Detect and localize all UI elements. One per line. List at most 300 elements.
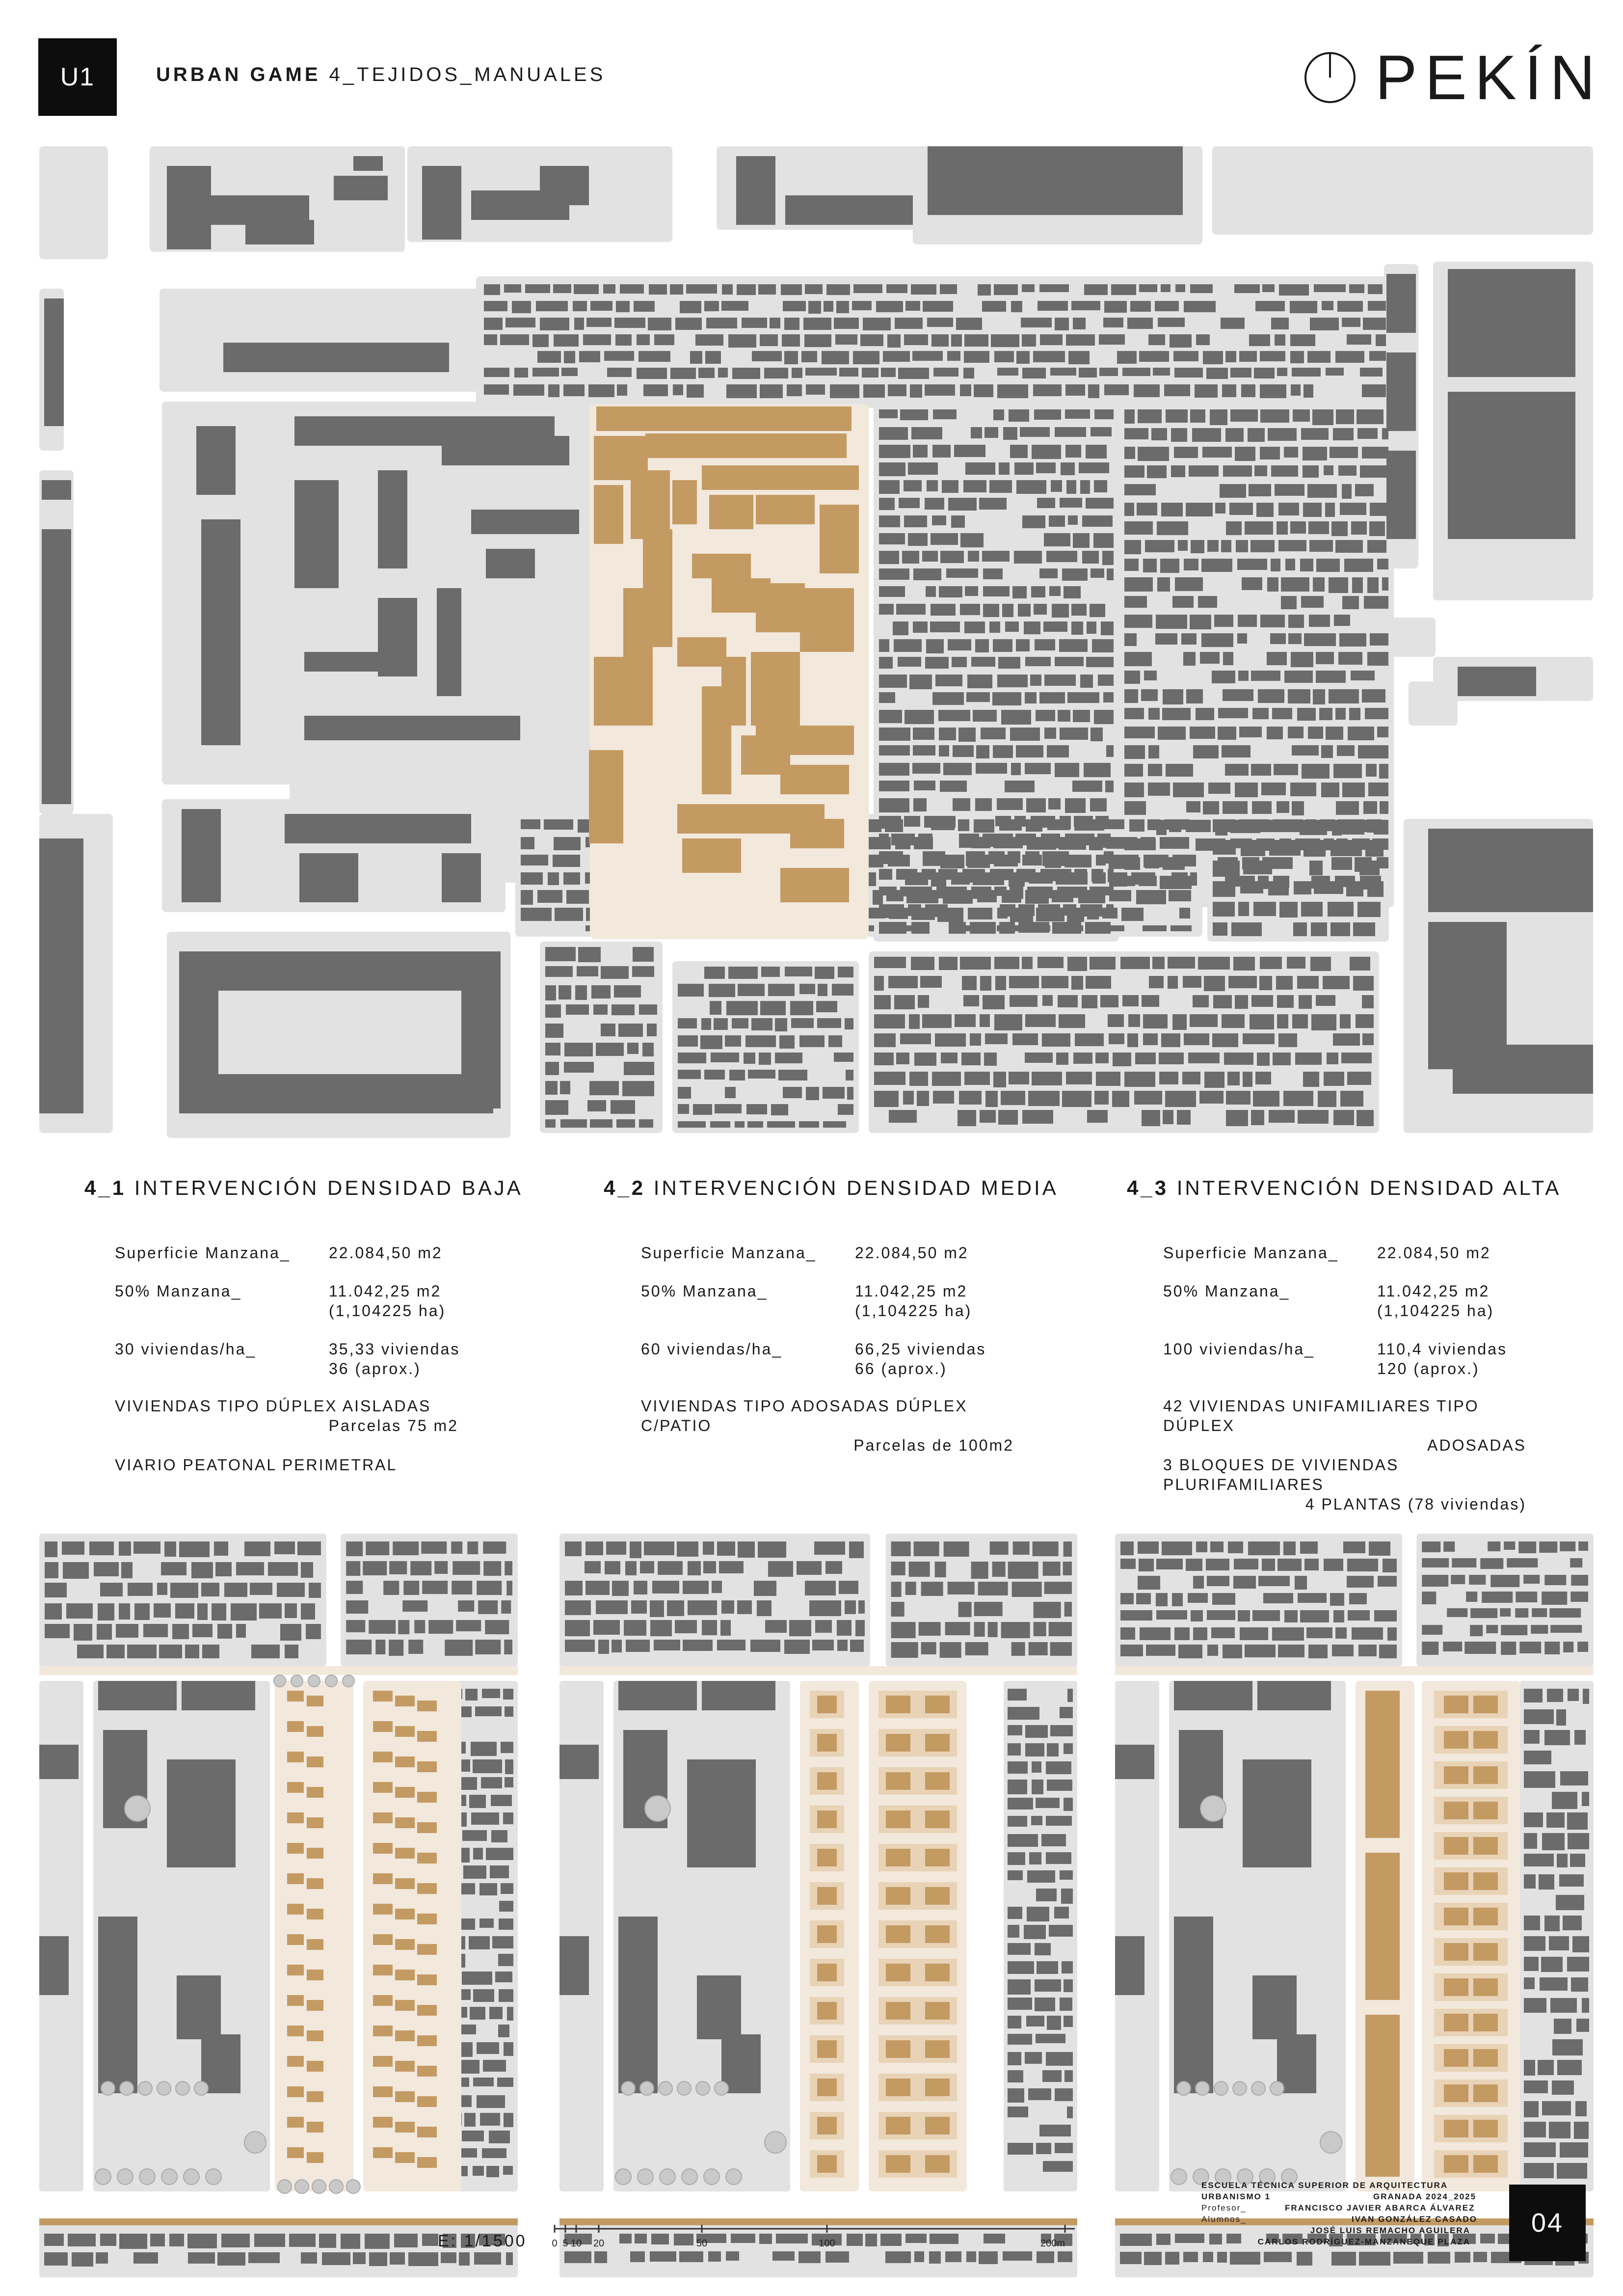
fabric-building bbox=[879, 568, 909, 580]
fabric-building bbox=[760, 1001, 786, 1015]
fabric-building bbox=[752, 351, 782, 361]
fabric-building bbox=[96, 2252, 108, 2264]
fabric-building bbox=[548, 872, 559, 885]
fabric-building bbox=[879, 462, 905, 476]
fabric-building bbox=[834, 318, 859, 329]
duplex-unit bbox=[1444, 1731, 1468, 1749]
fabric-building bbox=[1292, 1014, 1308, 1028]
fabric-building bbox=[1557, 2163, 1587, 2179]
fabric-building bbox=[1337, 301, 1363, 312]
building bbox=[1386, 451, 1416, 539]
fabric-building bbox=[1035, 639, 1055, 650]
fabric-building bbox=[1301, 428, 1329, 440]
fabric-building bbox=[1422, 1592, 1436, 1604]
fabric-building bbox=[1036, 2143, 1051, 2154]
fabric-building bbox=[482, 2148, 506, 2158]
fabric-building bbox=[1008, 1725, 1022, 1735]
fabric-building bbox=[1168, 976, 1178, 989]
apartment-block bbox=[1365, 1691, 1400, 1838]
fabric-building bbox=[1124, 689, 1138, 703]
duplex-unit bbox=[287, 1873, 304, 1884]
fabric-building bbox=[1165, 1091, 1196, 1107]
fabric-building bbox=[1316, 995, 1335, 1006]
fabric-building bbox=[997, 908, 1008, 918]
fabric-building bbox=[1275, 484, 1304, 496]
fabric-building bbox=[879, 728, 910, 741]
fabric-building bbox=[650, 1600, 664, 1617]
fabric-building bbox=[1161, 503, 1183, 516]
fabric-building bbox=[1040, 334, 1063, 345]
fabric-building bbox=[1094, 480, 1107, 492]
fabric-building bbox=[1230, 2252, 1260, 2265]
fabric-building bbox=[1357, 902, 1381, 917]
building bbox=[334, 176, 388, 200]
fabric-building bbox=[911, 957, 934, 970]
fabric-building bbox=[1025, 1743, 1044, 1756]
fabric-building bbox=[1171, 428, 1187, 442]
fabric-building bbox=[947, 351, 960, 361]
fabric-building bbox=[732, 368, 760, 379]
building bbox=[785, 195, 913, 225]
fabric-building bbox=[1576, 2019, 1589, 2032]
fabric-building bbox=[1368, 301, 1386, 311]
fabric-building bbox=[1064, 1743, 1073, 1754]
fabric-building bbox=[973, 710, 997, 722]
fabric-building bbox=[940, 1642, 961, 1658]
fabric-building bbox=[967, 675, 992, 688]
fabric-building bbox=[1337, 745, 1355, 756]
building bbox=[177, 1975, 221, 2039]
fabric-building bbox=[1382, 577, 1388, 591]
duplex-unit bbox=[417, 2005, 437, 2016]
fabric-building bbox=[1240, 1627, 1268, 1640]
fabric-building bbox=[1064, 1602, 1072, 1617]
fabric-building bbox=[1549, 1608, 1581, 1618]
fabric-building bbox=[652, 1581, 679, 1594]
credits-students-row: Alumnos_ IVAN GONZÁLEZ CASADO bbox=[1201, 2215, 1477, 2224]
fabric-building bbox=[563, 384, 585, 396]
building bbox=[39, 1745, 79, 1779]
building bbox=[618, 1917, 658, 2093]
fabric-building bbox=[1290, 301, 1317, 313]
fabric-building bbox=[1455, 2252, 1470, 2263]
fabric-building bbox=[1544, 1642, 1560, 1654]
fabric-building bbox=[891, 1582, 902, 1597]
fabric-building bbox=[169, 2234, 184, 2246]
fabric-building bbox=[726, 1001, 758, 1015]
fabric-building bbox=[1143, 925, 1167, 931]
fabric-building bbox=[464, 2113, 476, 2127]
fabric-building bbox=[1544, 1916, 1560, 1931]
fabric-building bbox=[1008, 2143, 1033, 2155]
fabric-building bbox=[1026, 819, 1042, 832]
fabric-building bbox=[639, 351, 670, 362]
fabric-building bbox=[1277, 1559, 1302, 1571]
fabric-building bbox=[512, 301, 531, 313]
fabric-building bbox=[1301, 902, 1323, 917]
fabric-building bbox=[1393, 2252, 1423, 2264]
intervention-title: 4_1 INTERVENCIÓN DENSIDAD BAJA bbox=[84, 1176, 523, 1199]
fabric-building bbox=[914, 1541, 939, 1556]
fabric-building bbox=[814, 1541, 845, 1555]
fabric-building bbox=[501, 1742, 513, 1753]
fabric-building bbox=[958, 1110, 976, 1126]
fabric-building bbox=[1223, 652, 1233, 665]
tree-icon bbox=[645, 1796, 670, 1821]
fabric-building bbox=[1001, 710, 1031, 725]
building bbox=[618, 1681, 697, 1710]
fabric-building bbox=[366, 1541, 389, 1555]
fabric-building bbox=[1300, 1610, 1329, 1622]
fabric-building bbox=[1027, 837, 1056, 850]
fabric-building bbox=[1330, 840, 1362, 856]
fabric-building bbox=[1377, 559, 1388, 569]
fabric-building bbox=[1043, 1562, 1061, 1576]
building bbox=[378, 598, 417, 676]
fabric-building bbox=[1008, 1979, 1031, 1995]
fabric-building bbox=[787, 384, 802, 396]
fabric-building bbox=[1046, 1816, 1072, 1826]
fabric-building bbox=[1571, 1575, 1588, 1586]
fabric-building bbox=[956, 318, 982, 330]
credits-block bbox=[1201, 2180, 1477, 2247]
fabric-building bbox=[1037, 498, 1055, 508]
fabric-building bbox=[913, 728, 934, 740]
fabric-building bbox=[1055, 2143, 1073, 2153]
fabric-building bbox=[1383, 1559, 1397, 1572]
fabric-building bbox=[1184, 1033, 1209, 1045]
fabric-building bbox=[1333, 1610, 1344, 1622]
fabric-building bbox=[408, 2252, 438, 2266]
fabric-building bbox=[1207, 1576, 1229, 1586]
fabric-building bbox=[1255, 1072, 1271, 1084]
fabric-building bbox=[482, 1689, 500, 1698]
fabric-building bbox=[1193, 995, 1209, 1007]
fabric-building bbox=[1008, 1852, 1025, 1865]
fabric-building bbox=[521, 837, 534, 849]
fabric-building bbox=[994, 855, 1018, 866]
fabric-building bbox=[545, 1024, 563, 1038]
fabric-building bbox=[993, 1072, 1006, 1087]
fabric-building bbox=[1042, 2070, 1062, 2082]
fabric-building bbox=[1291, 652, 1313, 667]
fabric-building bbox=[837, 1620, 851, 1636]
fabric-building bbox=[1260, 447, 1280, 459]
fabric-building bbox=[715, 1104, 742, 1113]
fabric-building bbox=[904, 480, 922, 491]
fabric-building bbox=[1008, 1998, 1032, 2010]
duplex-unit bbox=[925, 2117, 950, 2134]
fabric-building bbox=[1379, 764, 1388, 779]
fabric-building bbox=[838, 967, 853, 977]
fabric-building bbox=[1138, 447, 1169, 461]
building bbox=[353, 156, 383, 171]
fabric-building bbox=[353, 2252, 366, 2264]
fabric-building bbox=[712, 1581, 722, 1593]
fabric-building bbox=[1169, 890, 1191, 901]
intervention-title: 4_3 INTERVENCIÓN DENSIDAD ALTA bbox=[1127, 1176, 1562, 1199]
fabric-building bbox=[545, 1081, 558, 1095]
fabric-building bbox=[1524, 1957, 1539, 1971]
fabric-building bbox=[1071, 604, 1087, 616]
fabric-building bbox=[536, 301, 568, 311]
fabric-building bbox=[1034, 1602, 1061, 1618]
fabric-building bbox=[1190, 727, 1215, 739]
fabric-building bbox=[979, 498, 1007, 510]
fabric-building bbox=[1251, 540, 1275, 552]
fabric-building bbox=[1090, 957, 1116, 970]
fabric-building bbox=[1160, 559, 1179, 573]
fabric-building bbox=[1172, 855, 1196, 866]
fabric-building bbox=[1071, 301, 1100, 310]
fabric-building bbox=[1260, 351, 1285, 361]
fabric-building bbox=[1051, 480, 1062, 492]
fabric-building bbox=[188, 2252, 215, 2264]
fabric-building bbox=[1124, 1072, 1155, 1087]
fabric-building bbox=[393, 1541, 419, 1555]
tree-icon bbox=[194, 2081, 208, 2095]
intervention-building bbox=[751, 652, 800, 726]
duplex-unit bbox=[287, 2117, 304, 2128]
fabric-building bbox=[1221, 318, 1245, 329]
fabric-building bbox=[1550, 1625, 1582, 1633]
tree-icon bbox=[638, 2169, 653, 2185]
fabric-building bbox=[914, 781, 935, 790]
duplex-unit bbox=[373, 2026, 393, 2036]
fabric-building bbox=[559, 985, 571, 999]
fabric-building bbox=[1129, 819, 1144, 832]
fabric-building bbox=[779, 1035, 795, 1049]
fabric-building bbox=[1082, 515, 1113, 527]
fabric-building bbox=[157, 1583, 167, 1595]
fabric-building bbox=[1008, 1780, 1027, 1794]
fabric-building bbox=[719, 1561, 744, 1573]
duplex-unit bbox=[817, 1925, 837, 1943]
city-heading bbox=[1304, 43, 1603, 112]
spec-row: Superficie Manzana_ 22.084,50 m2 bbox=[641, 1244, 969, 1262]
fabric-building bbox=[678, 1104, 689, 1114]
fabric-building bbox=[1519, 1642, 1541, 1653]
duplex-unit bbox=[307, 1970, 323, 1980]
duplex-unit bbox=[886, 1925, 910, 1943]
fabric-building bbox=[1277, 995, 1294, 1008]
fabric-building bbox=[1025, 2052, 1042, 2064]
fabric-building bbox=[1098, 675, 1114, 686]
building bbox=[182, 809, 221, 902]
fabric-building bbox=[98, 1603, 114, 1621]
fabric-building bbox=[650, 1620, 672, 1636]
duplex-unit bbox=[395, 2152, 415, 2163]
fabric-building bbox=[783, 1087, 802, 1098]
fabric-building bbox=[1223, 689, 1253, 701]
fabric-building bbox=[963, 480, 986, 492]
intervention-building bbox=[790, 819, 844, 848]
fabric-building bbox=[1277, 1014, 1288, 1028]
fabric-building bbox=[1331, 857, 1352, 870]
fabric-building bbox=[1362, 689, 1385, 702]
fabric-building bbox=[1331, 2252, 1356, 2266]
intervention-building bbox=[702, 686, 731, 794]
duplex-unit bbox=[417, 1701, 437, 1711]
fabric-building bbox=[891, 1562, 905, 1575]
fabric-building bbox=[1025, 1014, 1056, 1027]
fabric-building bbox=[1268, 428, 1297, 441]
fabric-building bbox=[1252, 708, 1269, 719]
fabric-building bbox=[1173, 783, 1204, 797]
fabric-building bbox=[894, 995, 915, 1009]
fabric-building bbox=[224, 1583, 247, 1597]
fabric-building bbox=[1242, 577, 1262, 590]
fabric-building bbox=[614, 318, 645, 328]
intervention-building bbox=[756, 583, 805, 632]
fabric-building bbox=[1362, 995, 1374, 1008]
duplex-unit bbox=[1473, 1837, 1498, 1855]
fabric-building bbox=[1127, 1033, 1138, 1047]
duplex-unit bbox=[417, 1974, 437, 1985]
fabric-building bbox=[617, 384, 627, 396]
fabric-building bbox=[1365, 840, 1384, 857]
fabric-building bbox=[670, 284, 683, 295]
duplex-unit bbox=[307, 2030, 323, 2041]
fabric-building bbox=[1045, 855, 1061, 868]
duplex-unit bbox=[395, 1756, 415, 1767]
duplex-unit bbox=[886, 2079, 910, 2096]
tree-icon bbox=[176, 2081, 189, 2095]
fabric-building bbox=[1298, 1110, 1329, 1124]
fabric-building bbox=[1211, 1627, 1235, 1638]
fabric-building bbox=[1239, 819, 1269, 832]
fabric-building bbox=[280, 1624, 301, 1641]
fabric-building bbox=[486, 2166, 499, 2177]
fabric-building bbox=[1165, 819, 1190, 830]
intervention-building bbox=[596, 406, 851, 431]
fabric-building bbox=[1013, 1541, 1030, 1555]
fabric-building bbox=[1204, 1072, 1224, 1088]
fabric-building bbox=[945, 2251, 961, 2262]
fabric-building bbox=[968, 908, 992, 919]
fabric-building bbox=[1008, 1925, 1019, 1938]
fabric-building bbox=[1338, 465, 1357, 476]
fabric-building bbox=[690, 351, 702, 364]
fabric-building bbox=[106, 1645, 125, 1658]
intervention-low-density bbox=[84, 1176, 551, 1520]
fabric-building bbox=[1288, 689, 1310, 703]
fabric-building bbox=[935, 1033, 966, 1047]
fabric-building bbox=[1096, 855, 1106, 865]
tree-icon bbox=[1200, 1796, 1226, 1821]
note: VIVIENDAS TIPO ADOSADAS DÚPLEX C/PATIO Parcelas de 100m2 bbox=[641, 1397, 1014, 1454]
fabric-building bbox=[1324, 1072, 1344, 1086]
fabric-building bbox=[428, 1620, 453, 1634]
fabric-building bbox=[933, 368, 958, 377]
fabric-building bbox=[1540, 1977, 1568, 1991]
fabric-building bbox=[1290, 351, 1304, 363]
fabric-building bbox=[565, 1620, 590, 1636]
duplex-unit bbox=[925, 2040, 950, 2058]
fabric-building bbox=[1136, 1593, 1151, 1604]
fabric-building bbox=[1047, 2016, 1061, 2030]
fabric-building bbox=[1171, 465, 1185, 477]
fabric-building bbox=[925, 657, 949, 669]
fabric-building bbox=[1357, 409, 1384, 424]
fabric-building bbox=[179, 1541, 210, 1557]
fabric-building bbox=[301, 1562, 313, 1578]
fabric-building bbox=[922, 551, 938, 562]
fabric-building bbox=[521, 890, 533, 905]
fabric-building bbox=[1364, 596, 1388, 609]
fabric-building bbox=[1124, 615, 1152, 628]
fabric-building bbox=[1218, 708, 1248, 718]
fabric-building bbox=[1124, 596, 1147, 608]
duplex-unit bbox=[1444, 1696, 1468, 1713]
duplex-unit bbox=[395, 1817, 415, 1828]
fabric-building bbox=[948, 639, 971, 650]
fabric-building bbox=[143, 1624, 168, 1637]
fabric-building bbox=[540, 318, 569, 330]
fabric-building bbox=[1042, 995, 1053, 1006]
fabric-building bbox=[911, 427, 942, 439]
fabric-building bbox=[1039, 692, 1065, 703]
fabric-building bbox=[1011, 763, 1021, 775]
fabric-building bbox=[826, 284, 850, 295]
fabric-building bbox=[711, 1053, 739, 1062]
fabric-building bbox=[477, 2095, 505, 2108]
fabric-building bbox=[852, 301, 872, 310]
scale-tick-label: 200m bbox=[1040, 2238, 1065, 2249]
fabric-building bbox=[1308, 727, 1323, 739]
fabric-building bbox=[874, 957, 906, 968]
duplex-unit bbox=[287, 1721, 304, 1732]
fabric-building bbox=[1177, 1110, 1191, 1125]
tree-icon bbox=[615, 2169, 631, 2185]
fabric-building bbox=[1148, 708, 1160, 720]
fabric-building bbox=[1124, 671, 1140, 684]
fabric-building bbox=[964, 351, 989, 363]
duplex-unit bbox=[287, 1843, 304, 1854]
fabric-building bbox=[931, 604, 956, 616]
fabric-building bbox=[1233, 957, 1255, 971]
fabric-building bbox=[1538, 2060, 1554, 2075]
fabric-building bbox=[1135, 1053, 1156, 1064]
perimeter-path bbox=[39, 2218, 518, 2225]
fabric-building bbox=[97, 1624, 112, 1640]
fabric-building bbox=[959, 1091, 982, 1105]
fabric-building bbox=[942, 480, 958, 493]
fabric-building bbox=[1036, 2034, 1065, 2043]
fabric-building bbox=[285, 1603, 297, 1618]
fabric-building bbox=[750, 1640, 780, 1652]
fabric-building bbox=[545, 1004, 561, 1018]
fabric-building bbox=[1272, 1627, 1304, 1641]
fabric-building bbox=[612, 1004, 635, 1015]
fabric-building bbox=[1352, 577, 1363, 593]
fabric-building bbox=[154, 1603, 171, 1618]
fabric-building bbox=[301, 2252, 317, 2264]
fabric-building bbox=[654, 334, 674, 345]
tree-icon bbox=[765, 2132, 786, 2153]
fabric-building bbox=[1008, 2070, 1023, 2082]
fabric-building bbox=[297, 1541, 321, 1555]
fabric-building bbox=[1050, 1642, 1072, 1656]
fabric-building bbox=[1524, 2060, 1535, 2076]
duplex-unit bbox=[1444, 1872, 1468, 1890]
fabric-building bbox=[484, 368, 509, 377]
fabric-building bbox=[525, 284, 550, 293]
fabric-building bbox=[72, 2252, 93, 2267]
fabric-building bbox=[1001, 1622, 1030, 1638]
fabric-building bbox=[268, 1562, 298, 1576]
building bbox=[928, 146, 1183, 215]
